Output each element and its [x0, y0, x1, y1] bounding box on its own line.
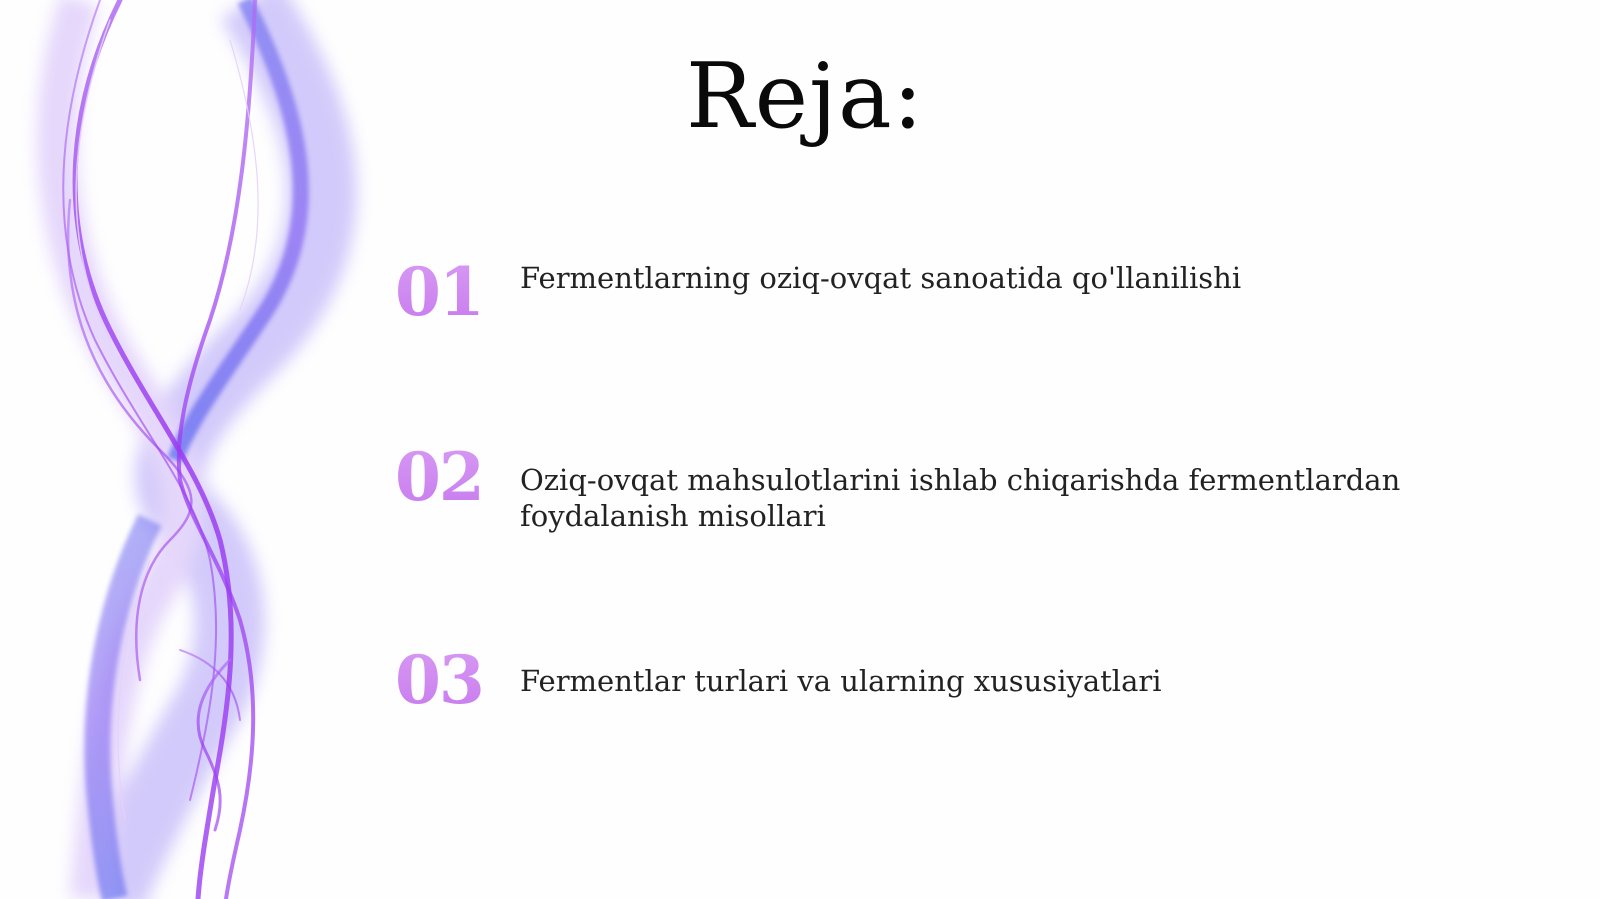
plan-item-number: 01: [395, 253, 483, 331]
plan-item-number: 02: [395, 438, 483, 516]
plan-item-number: 03: [395, 641, 483, 719]
plan-item-text: Oziq-ovqat mahsulotlarini ishlab chiqarishda fermentlardan foydalanish misollari: [520, 463, 1401, 533]
page-title: Reja:: [686, 44, 924, 149]
plan-item-text: Fermentlar turlari va ularning xususiyatlari: [520, 664, 1162, 698]
plan-item-text: Fermentlarning oziq-ovqat sanoatida qo'llanilishi: [520, 261, 1242, 295]
